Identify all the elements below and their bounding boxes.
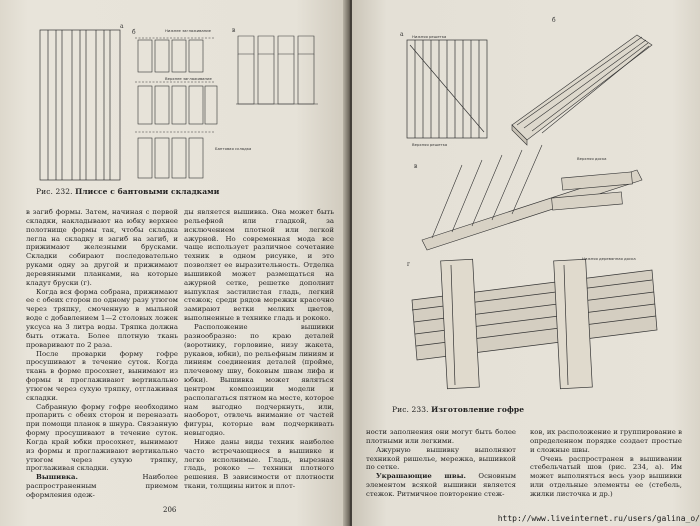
figure-233-label-a: а (400, 31, 404, 38)
figure-233-label-v: в (414, 163, 418, 170)
figure-233 (352, 0, 700, 400)
source-url: http://www.liveinternet.ru/users/galina_o/ (497, 514, 700, 523)
paragraph: Ниже даны виды техник наиболее часто встречающиеся в вышивке и легко исполнимые. Гладь, вырезная гладь, рококо — техники плотного решения. В зависимости от плотности ткани, толщины ниток и плот- (184, 437, 334, 491)
figure-232-caption (36, 187, 219, 196)
page-number: 206 (163, 506, 177, 514)
paragraph: После проварки форму гофре просушивают в течение суток. Когда ткань в форме просохнет, вынимают из формы и проглаживают вертикально утюгом через сухую тряпку, отглаживая складки. (26, 349, 178, 402)
paragraph: ков, их расположение и группирование в определенном порядке создает простые и сложные швы. (530, 428, 682, 454)
figure-233-note-board: Верхняя доска (577, 156, 607, 161)
left-page-column-1 (26, 208, 178, 500)
left-page-column-2 (184, 208, 334, 491)
figure-232-panel-a (40, 30, 120, 180)
paragraph-text: Основным элементом всякой вышивки является стежок. Ритмичное повторение стеж- (366, 472, 516, 498)
figure-233-note-lower: Нижняя решетка (412, 34, 447, 39)
paragraph (26, 473, 178, 500)
figure-233-note-boards: Нижняя деревянная доска (582, 256, 636, 261)
figure-232-caption-title: Плиссе с бантовыми складками (75, 187, 220, 196)
figure-233-panel-a (407, 40, 487, 138)
left-page (0, 0, 348, 526)
figure-233-caption-prefix: Рис. 233. (392, 405, 429, 414)
paragraph: Расположение вышивки разнообразно: по краю деталей (воротнику, горловине, низу жакета, рукавов, юбки), по рельефным линиям и линиям соединения деталей (пройме, плечевому шву, боковым швам лифа и юбки). Вышивка может являться центром композиции модели и располагаться пятном на месте, которое нам выгодно подчеркнуть, или, наоборот, отвлечь внимание от частей фигуры, которые вам подчеркивать невыгодно. (184, 322, 334, 438)
paragraph: Ажурную вышивку выполняют техникой ришелье, мережка, вышивкой по сетке. (366, 445, 516, 472)
figure-233-label-g: г (407, 261, 411, 268)
section-heading-decorative-stitches: Украшающие швы. (376, 472, 466, 481)
right-page-column-1 (366, 428, 516, 499)
paragraph: ности заполнения они могут быть более плотными или легкими. (366, 428, 516, 445)
paragraph: в загиб формы. Затем, начиная с первой складки, накладывают на юбку верхнее полотнище формы так, чтобы складка легла на складку и загиб на загиб, и прижимают железными брусками. Складки собирают последовательно руками одну за другой и прижимают деревянными планками, на которые кладут бруски (г). (26, 208, 178, 287)
figure-232-note-bottom: Бантовая складка (215, 146, 252, 151)
figure-233-panel-b (512, 35, 652, 145)
right-page-column-2 (530, 428, 682, 499)
figure-232-label-a: а (120, 23, 124, 30)
figure-232-note-upper: Верхнее заглаживание (165, 76, 212, 81)
paragraph (366, 472, 516, 499)
paragraph-text: Наиболее распространенным приемом оформления одеж- (26, 473, 178, 499)
section-heading-embroidery: Вышивка. (36, 473, 78, 482)
figure-232-note-lower: Нижнее заглаживание (165, 28, 211, 33)
figure-232-panel-b (135, 38, 217, 178)
paragraph: ды является вышивка. Она может быть рельефной или гладкой, за исключением плотной или легкой ажурной. Но современная мода все чаще использует различное сочетание техник в одном рисунке, и это позволяет ее выразительность. Отделка вышивкой может размещаться на ажурной сетке, решетке дополнит выпуклая застилистая гладь, легкий стежок; среди рядов мережки красочно замирают ветки мелких цветов, выполненные в технике гладь и рококо. (184, 208, 334, 323)
figure-232 (0, 0, 348, 190)
figure-232-caption-prefix: Рис. 232. (36, 187, 73, 196)
figure-232-panel-v (236, 36, 318, 104)
figure-233-caption (392, 405, 524, 414)
figure-232-label-b: б (132, 29, 136, 36)
paragraph: Очень распространен в вышивании стебельчатый шов (рис. 234, а). Им может выполняться весь узор вышивки или отдельные элементы ее (стебель, жилки листочка и др.) (530, 454, 682, 498)
figure-232-label-v: в (232, 27, 236, 34)
paragraph: Когда вся форма собрана, прижимают ее с обеих сторон по одному разу утюгом через тряпку, смоченную в мыльной воде с добавлением 1—2 столовых ложек уксуса на 3 литра воды. Тряпка должна быть отжата. Более плотную ткань проваривают по 2 раза. (26, 287, 178, 349)
figure-233-panel-g (412, 259, 657, 388)
figure-233-label-b: б (552, 17, 556, 24)
figure-233-note-upper: Верхняя решетка (412, 142, 448, 147)
paragraph: Сабранную форму гофре необходимо пропарить с обеих сторон и переназать при помощи планок в шнура. Связанную форму просушивают в течение суток. Когда край юбки просохнет, вынимают из формы и проглаживают вертикально утюгом через сухую тряпку, проглаживая складки. (26, 402, 178, 473)
right-page (352, 0, 700, 526)
figure-233-caption-title: Изготовление гофре (431, 405, 525, 414)
figure-233-panel-v (422, 145, 642, 250)
